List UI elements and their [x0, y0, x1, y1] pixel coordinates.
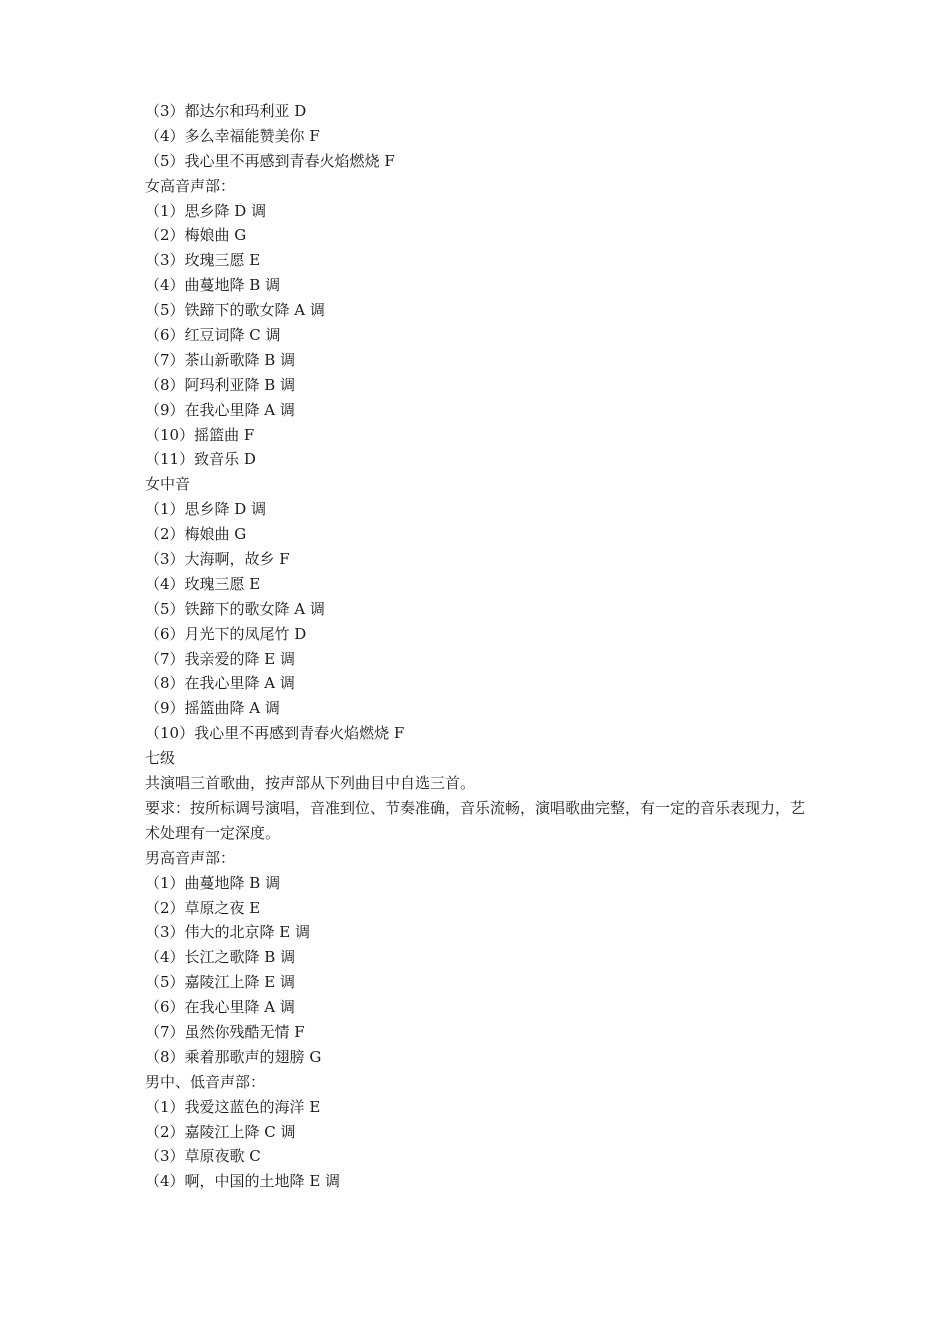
list-item: （8）乘着那歌声的翅膀 G	[145, 1047, 322, 1066]
list-item: （3）草原夜歌 C	[145, 1147, 261, 1166]
list-item: （1）曲蔓地降 B 调	[145, 873, 281, 892]
list-item: （3）伟大的北京降 E 调	[145, 923, 311, 942]
section-heading: 女高音声部：	[145, 176, 236, 195]
list-item: （11）致音乐 D	[145, 450, 256, 469]
list-item: （4）长江之歌降 B 调	[145, 948, 296, 967]
list-item: （4）多么幸福能赞美你 F	[145, 126, 320, 145]
list-item: （2）梅娘曲 G	[145, 525, 247, 544]
list-item: （10）我心里不再感到青春火焰燃烧 F	[145, 724, 405, 743]
list-item: （5）嘉陵江上降 E 调	[145, 973, 296, 992]
list-item: （1）思乡降 D 调	[145, 201, 267, 220]
list-item: （2）梅娘曲 G	[145, 226, 247, 245]
list-item: （7）我亲爱的降 E 调	[145, 649, 296, 668]
list-item: （2）嘉陵江上降 C 调	[145, 1122, 296, 1141]
list-item: （4）啊，中国的土地降 E 调	[145, 1172, 341, 1191]
list-item: （4）曲蔓地降 B 调	[145, 276, 281, 295]
list-item: （6）红豆词降 C 调	[145, 326, 281, 345]
list-item: （9）摇篮曲降 A 调	[145, 699, 280, 718]
list-item: （5）铁蹄下的歌女降 A 调	[145, 301, 325, 320]
requirements-paragraph: 要求：按所标调号演唱，音准到位、节奏准确，音乐流畅，演唱歌曲完整，有一定的音乐表现力，艺术处理有一定深度。	[145, 798, 806, 842]
list-item: （8）在我心里降 A 调	[145, 674, 295, 693]
list-item: （6）月光下的凤尾竹 D	[145, 624, 307, 643]
list-item: （1）思乡降 D 调	[145, 500, 267, 519]
section-heading: 男高音声部：	[145, 848, 236, 867]
list-item: （7）茶山新歌降 B 调	[145, 350, 296, 369]
list-item: （3）玫瑰三愿 E	[145, 251, 261, 270]
list-item: （2）草原之夜 E	[145, 898, 261, 917]
document-body	[145, 99, 815, 1194]
paragraph: 共演唱三首歌曲，按声部从下列曲目中自选三首。	[145, 774, 476, 793]
list-item: （3）都达尔和玛利亚 D	[145, 102, 307, 120]
list-item: （3）大海啊，故乡 F	[145, 550, 290, 569]
list-item: （1）我爱这蓝色的海洋 E	[145, 1097, 321, 1116]
list-item: （5）我心里不再感到青春火焰燃烧 F	[145, 151, 395, 170]
list-item: （8）阿玛利亚降 B 调	[145, 375, 296, 394]
list-item: （7）虽然你残酷无情 F	[145, 1023, 305, 1041]
section-heading: 女中音	[145, 475, 191, 494]
section-heading: 七级	[145, 749, 176, 768]
list-item: （10）摇篮曲 F	[145, 425, 255, 444]
list-item: （4）玫瑰三愿 E	[145, 574, 261, 593]
list-item: （6）在我心里降 A 调	[145, 998, 295, 1017]
list-item: （9）在我心里降 A 调	[145, 400, 295, 419]
list-item: （5）铁蹄下的歌女降 A 调	[145, 599, 325, 618]
section-heading: 男中、低音声部：	[145, 1072, 266, 1091]
